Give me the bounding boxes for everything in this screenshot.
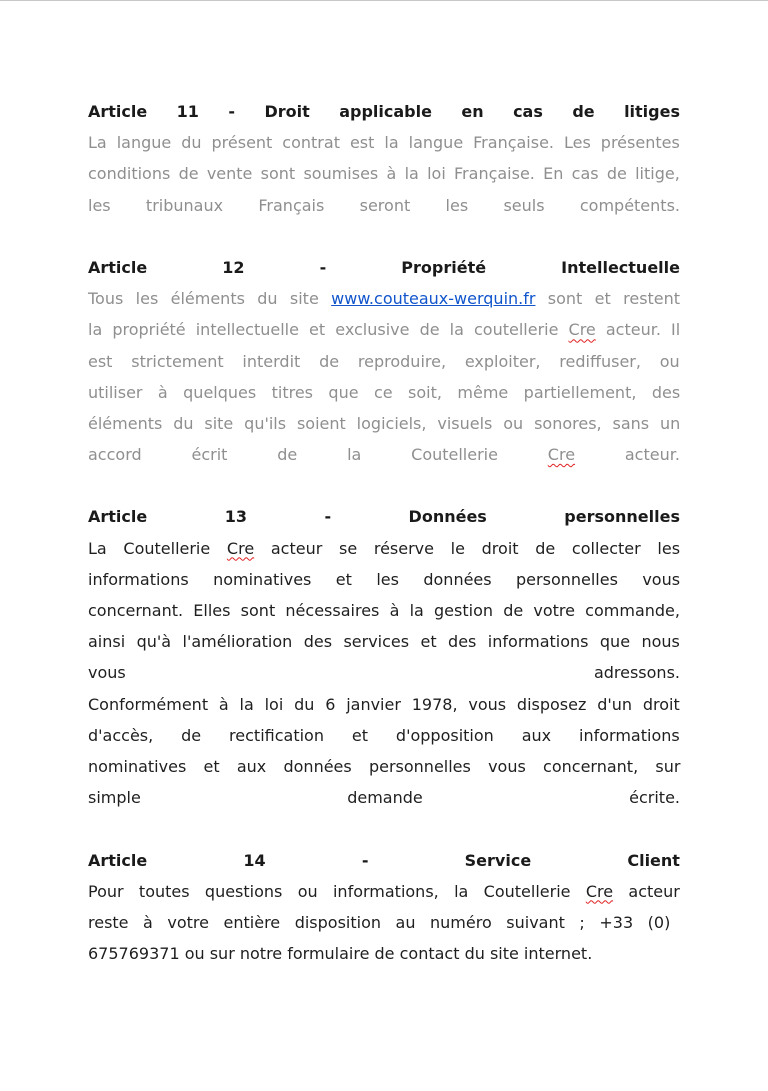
article-12-line-1: [88, 283, 680, 314]
text-run: La Coutellerie: [88, 538, 227, 558]
word: les: [445, 195, 469, 215]
article-11-heading: [88, 96, 680, 127]
heading-word: Client: [627, 850, 680, 870]
heading-word: -: [361, 850, 369, 870]
heading-word: en: [461, 102, 484, 121]
article-13-line-8: nominatives et aux données personnelles vous concernant, sur: [88, 756, 681, 776]
word: la: [347, 445, 362, 465]
text-run: acteur se réserve le droit de collecter les: [254, 538, 681, 558]
word: seront: [359, 195, 411, 215]
word: demande: [347, 788, 423, 808]
word: Coutellerie: [411, 445, 498, 465]
word: les: [88, 195, 111, 215]
paragraph-gap: [88, 221, 680, 252]
word: écrit: [191, 445, 228, 465]
heading-word: personnelles: [564, 507, 680, 527]
heading-word: 14: [243, 850, 266, 870]
spellcheck-word[interactable]: Cre: [585, 881, 614, 901]
spellcheck-word[interactable]: Cre: [226, 538, 255, 558]
heading-word: Données: [408, 507, 487, 527]
word: simple: [88, 788, 141, 808]
heading-word: -: [228, 102, 236, 121]
heading-word: cas: [513, 102, 543, 121]
word: seuls: [503, 195, 545, 215]
article-14-line-3: 675769371 ou sur notre formulaire de contact du site internet.: [88, 944, 593, 964]
article-12-heading: [88, 252, 680, 283]
article-14-line-2: reste à votre entière disposition au numéro suivant ; +33 (0): [88, 912, 671, 932]
word: vous: [88, 663, 126, 683]
heading-word: -: [324, 507, 332, 527]
text-run: sont et restent: [535, 289, 681, 309]
heading-word: 12: [222, 257, 245, 277]
heading-word: Propriété: [401, 257, 487, 277]
article-13-line-5: [88, 657, 680, 688]
heading-word: Article: [88, 257, 148, 277]
article-11-line-2: conditions de vente sont soumises à la loi Française. En cas de litige,: [88, 164, 680, 184]
paragraph-gap: [88, 813, 680, 844]
article-13-line-9: [88, 782, 680, 813]
heading-word: Article: [88, 850, 148, 870]
website-link[interactable]: www.couteaux-werquin.fr: [331, 289, 536, 309]
word: écrite.: [629, 788, 680, 808]
heading-word: litiges: [624, 102, 680, 121]
heading-word: -: [319, 257, 327, 277]
spellcheck-word[interactable]: Cre: [547, 445, 576, 465]
text-run: Tous les éléments du site: [88, 289, 332, 309]
article-13-line-4: ainsi qu'à l'amélioration des services et des informations que nous: [88, 632, 680, 652]
heading-word: Article: [88, 102, 148, 121]
heading-word: Intellectuelle: [561, 257, 680, 277]
text-run: la propriété intellectuelle et exclusive de la coutellerie: [88, 320, 569, 340]
heading-word: 13: [224, 507, 247, 527]
article-13-line-1: [88, 533, 680, 564]
article-12-line-6: [88, 439, 680, 470]
article-13-line-7: d'accès, de rectification et d'opposition aux informations: [88, 725, 680, 745]
word: acteur.: [624, 445, 680, 465]
heading-word: de: [572, 102, 595, 121]
article-13-line-3: concernant. Elles sont nécessaires à la gestion de votre commande,: [88, 601, 680, 620]
article-11-line-3: [88, 190, 680, 221]
text-run: Pour toutes questions ou informations, la Coutellerie: [88, 881, 586, 901]
spellcheck-word[interactable]: Cre: [568, 320, 596, 340]
heading-word: 11: [176, 102, 199, 121]
article-12-line-2: [88, 314, 680, 345]
heading-word: applicable: [339, 102, 432, 121]
word: accord: [88, 445, 142, 465]
text-run: acteur: [613, 881, 680, 901]
word: Français: [258, 195, 325, 215]
word: de: [277, 445, 298, 465]
article-12-line-5: éléments du site qu'ils soient logiciels, visuels ou sonores, sans un: [88, 413, 681, 433]
article-13-line-6: Conformément à la loi du 6 janvier 1978, vous disposez d'un droit: [88, 694, 680, 714]
article-13-line-2: informations nominatives et les données personnelles vous: [88, 569, 681, 589]
paragraph-gap: [88, 470, 680, 501]
article-12-line-4: utiliser à quelques titres que ce soit, même partiellement, des: [88, 382, 681, 402]
heading-word: Droit: [264, 102, 310, 121]
word: tribunaux: [145, 195, 224, 215]
article-14-heading: [88, 845, 680, 876]
word: compétents.: [579, 195, 680, 215]
heading-word: Article: [88, 507, 148, 527]
text-run: acteur. Il: [595, 320, 681, 340]
article-12-line-3: est strictement interdit de reproduire, exploiter, rediffuser, ou: [88, 351, 680, 371]
article-11-line-1: La langue du présent contrat est la langue Française. Les présentes: [88, 133, 680, 153]
article-14-line-1: [88, 876, 680, 907]
document-body: [88, 96, 680, 969]
word: adressons.: [593, 663, 680, 683]
heading-word: Service: [464, 850, 532, 870]
article-13-heading: [88, 501, 680, 532]
